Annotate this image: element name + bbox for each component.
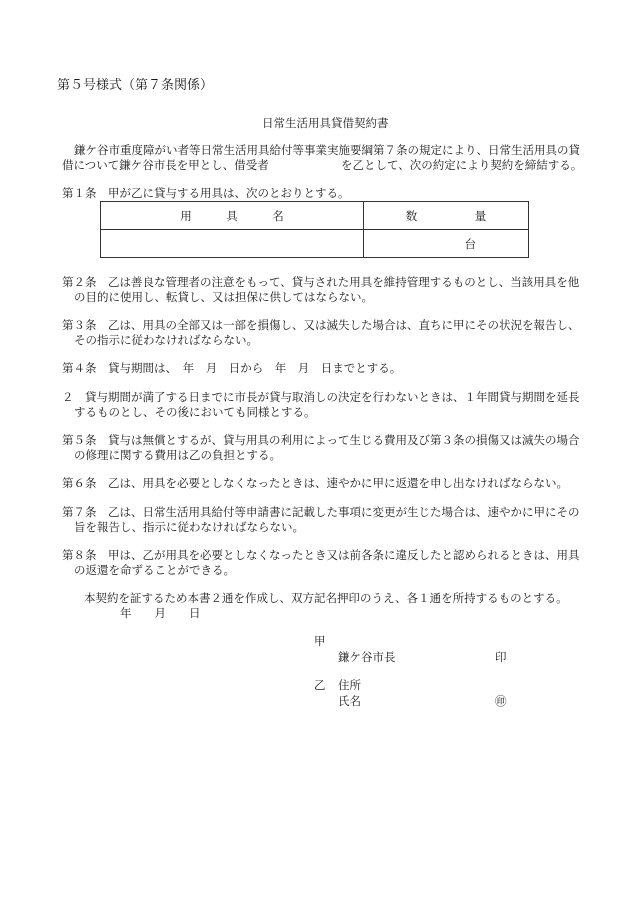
table-header-row [101,202,529,230]
party-a-label: 甲 [314,634,326,648]
preamble-line-1: 鎌ケ谷市重度障がい者等日常生活用具給付等事業実施要綱第７条の規定により、日常生活用具の貸 [74,143,580,157]
article-8-line-2: の返還を命ずることができる。 [74,563,235,577]
article-5-line-2: の修理に関する費用は乙の負担とする。 [74,448,281,462]
quantity-unit-cell: 台 [364,230,529,258]
header-item-name: 用 具 名 [101,202,364,230]
article-5-line-1: 第５条 貸与は無償とするが、貸与用具の利用によって生じる費用及び第３条の損傷又は滅失の場合 [62,433,580,447]
article-6: 第６条 乙は、用具を必要としなくなったときは、速やかに甲に返還を申し出なければならない。 [62,476,568,490]
contract-date: 年 月 日 [120,606,201,620]
article-1: 第１条 甲が乙に貸与する用具は、次のとおりとする。 [62,186,350,200]
lending-items-table [100,201,529,258]
table-row [101,230,529,258]
article-2-line-1: 第２条 乙は善良な管理者の注意をもって、貸与された用具を維持管理するものとし、当該用具を他 [62,275,580,289]
article-7-line-1: 第７条 乙は、日常生活用具給付等申請書に記載した事項に変更が生じた場合は、速やかに甲にその [62,505,580,519]
article-4: 第４条 貸与期間は、 年 月 日から 年 月 日までとする。 [62,361,402,375]
article-3-line-1: 第３条 乙は、用具の全部又は一部を損傷し、又は滅失した場合は、直ちに甲にその状況を報告し、 [62,318,580,332]
article-3-line-2: その指示に従わなければならない。 [74,333,258,347]
article-4-paragraph-2-line-1: ２ 貸与期間が満了する日までに市長が貸与取消しの決定を行わないときは、１年間貸与期間を延長 [62,390,580,404]
article-4-paragraph-2-line-2: するものとし、その後においても同様とする。 [74,405,316,419]
item-name-cell [101,230,364,258]
preamble-line-2a: 借について鎌ケ谷市長を甲とし、借受者 [62,158,269,172]
party-b-label: 乙 [314,678,326,692]
article-2-line-2: の目的に使用し、転貸し、又は担保に供してはならない。 [74,290,373,304]
party-b-seal: ㊞ [495,694,507,708]
article-8-line-1: 第８条 甲は、乙が用具を必要としなくなったとき又は前各条に違反したと認められるときは、用具 [62,548,580,562]
article-7-line-2: 旨を報告し、指示に従わなければならない。 [74,520,304,534]
closing-statement: 本契約を証するため本書２通を作成し、双方記名押印のうえ、各１通を所持するものとする。 [84,591,568,605]
form-number-label: 第５号様式（第７条関係） [57,78,214,93]
party-a-seal: 印 [495,650,507,664]
party-b-name-label: 氏名 [338,694,361,708]
preamble-line-2b: を乙として、次の約定により契約を締結する。 [341,158,583,172]
header-quantity: 数 量 [364,202,529,230]
document-title: 日常生活用具貸借契約書 [262,116,389,130]
party-a-name: 鎌ケ谷市長 [338,650,396,664]
party-b-address-label: 住所 [338,678,361,692]
